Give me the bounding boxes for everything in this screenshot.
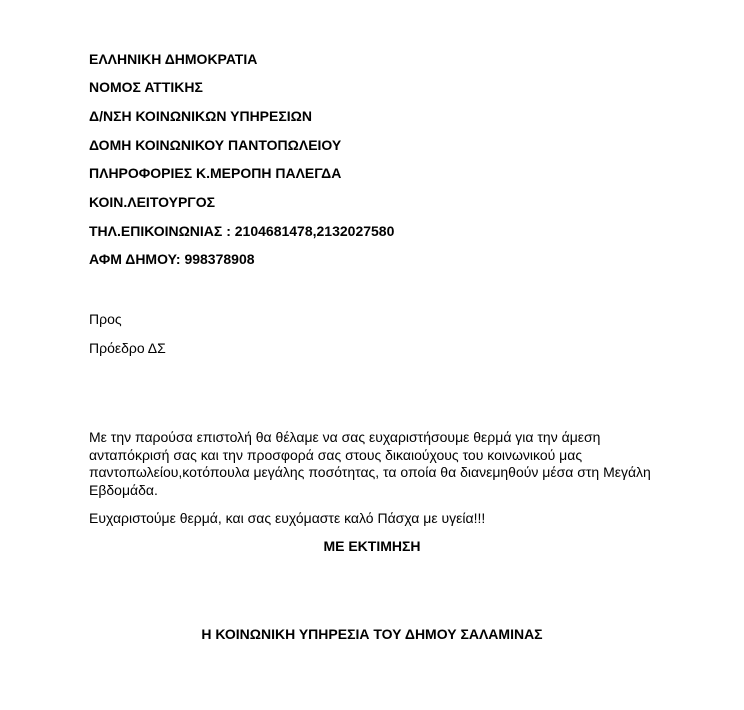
recipient-label: Προς	[89, 311, 122, 327]
body-paragraph-2: Ευχαριστούμε θερμά, και σας ευχόμαστε καλό Πάσχα με υγεία!!!	[89, 510, 486, 526]
header-line-tax-id: ΑΦΜ ΔΗΜΟΥ: 998378908	[89, 251, 255, 267]
header-line-prefecture: ΝΟΜΟΣ ΑΤΤΙΚΗΣ	[89, 79, 203, 95]
header-line-directorate: Δ/ΝΣΗ ΚΟΙΝΩΝΙΚΩΝ ΥΠΗΡΕΣΙΩΝ	[89, 108, 312, 124]
header-line-info: ΠΛΗΡΟΦΟΡΙΕΣ Κ.ΜΕΡΟΠΗ ΠΑΛΕΓΔΑ	[89, 165, 342, 181]
closing: ΜΕ ΕΚΤΙΜΗΣΗ	[323, 538, 421, 554]
recipient-name: Πρόεδρο ΔΣ	[89, 340, 166, 356]
header-line-role: ΚΟΙΝ.ΛΕΙΤΟΥΡΓΟΣ	[89, 194, 215, 210]
header-line-phone: ΤΗΛ.ΕΠΙΚΟΙΝΩΝΙΑΣ : 2104681478,2132027580	[89, 223, 395, 239]
header-line-structure: ΔΟΜΗ ΚΟΙΝΩΝΙΚΟΥ ΠΑΝΤΟΠΩΛΕΙΟΥ	[89, 137, 342, 153]
header-line-country: ΕΛΛΗΝΙΚΗ ΔΗΜΟΚΡΑΤΙΑ	[89, 51, 258, 67]
signature: Η ΚΟΙΝΩΝΙΚΗ ΥΠΗΡΕΣΙΑ ΤΟΥ ΔΗΜΟΥ ΣΑΛΑΜΙΝΑΣ	[201, 626, 543, 642]
body-paragraph-1: Με την παρούσα επιστολή θα θέλαμε να σας ευχαριστήσουμε θερμά για την άμεση ανταπόκρισή σας και την προσφορά σας στους δικαιούχους του κοινωνικού μας παντοπωλείου,κοτόπουλα μεγάλης ποσότητας, τα οποία θα διανεμηθούν μέσα στη Μεγάλη Εβδομάδα.	[89, 429, 651, 498]
